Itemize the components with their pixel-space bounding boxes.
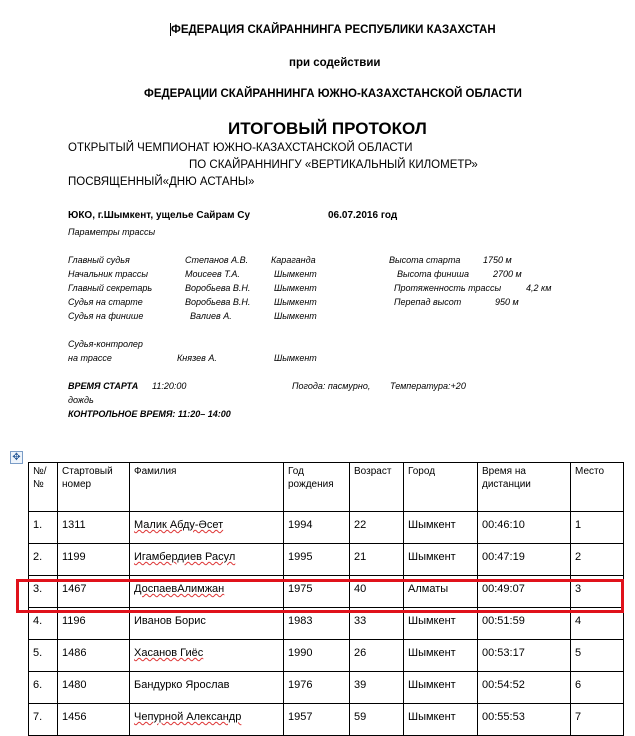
cell-num: 6. [29, 672, 58, 704]
weather: Погода: пасмурно, [292, 381, 371, 391]
controller-role-2: на трассе [68, 353, 112, 363]
cell-name: Бандурко Ярослав [130, 672, 284, 704]
cell-time: 00:46:10 [478, 512, 571, 544]
cell-bib: 1480 [58, 672, 130, 704]
header-age: Возраст [350, 463, 404, 512]
table-row [29, 672, 624, 704]
cell-num: 1. [29, 512, 58, 544]
header-city: Город [404, 463, 478, 512]
cell-name: Игамбердиев Расул [130, 544, 284, 576]
regional-federation-title: ФЕДЕРАЦИИ СКАЙРАННИНГА ЮЖНО-КАЗАХСТАНСКОЙ ОБЛАСТИ [144, 88, 522, 100]
header-bib: Стартовый номер [58, 463, 130, 512]
event-location: ЮКО, г.Шымкент, ущелье Сайрам Су [68, 210, 251, 221]
cell-name: Чепурной Александр [130, 704, 284, 736]
table-row [29, 608, 624, 640]
official-role: Начальник трассы [68, 269, 149, 279]
cell-place: 2 [571, 544, 624, 576]
start-time-label: ВРЕМЯ СТАРТА [68, 381, 139, 391]
cell-city: Алматы [404, 576, 478, 608]
track-param-value: 950 м [495, 297, 519, 307]
official-city: Шымкент [274, 283, 317, 293]
table-move-handle-icon[interactable]: ✥ [10, 451, 23, 464]
official-city: Шымкент [274, 269, 317, 279]
cell-time: 00:54:52 [478, 672, 571, 704]
track-param-value: 4,2 км [526, 283, 552, 293]
cell-time: 00:49:07 [478, 576, 571, 608]
cell-city: Шымкент [404, 512, 478, 544]
cell-name: Малик Абду-Əсет [130, 512, 284, 544]
federation-title: ФЕДЕРАЦИЯ СКАЙРАННИНГА РЕСПУБЛИКИ КАЗАХСТАН [171, 24, 496, 36]
cell-time: 00:53:17 [478, 640, 571, 672]
cell-age: 22 [350, 512, 404, 544]
cell-place: 5 [571, 640, 624, 672]
cell-year: 1975 [284, 576, 350, 608]
cell-year: 1983 [284, 608, 350, 640]
official-role: Главный секретарь [68, 283, 153, 293]
header-place: Место [571, 463, 624, 512]
cell-age: 59 [350, 704, 404, 736]
cell-name: Иванов Борис [130, 608, 284, 640]
track-param-label: Перепад высот [394, 297, 462, 307]
table-row-highlighted [29, 576, 624, 608]
table-header-row [29, 463, 624, 512]
cell-year: 1976 [284, 672, 350, 704]
cell-place: 4 [571, 608, 624, 640]
cell-city: Шымкент [404, 544, 478, 576]
with-support-text: при содействии [289, 57, 381, 69]
official-name: Воробьева В.Н. [185, 297, 251, 307]
cell-age: 40 [350, 576, 404, 608]
cell-time: 00:51:59 [478, 608, 571, 640]
cell-bib: 1311 [58, 512, 130, 544]
cell-num: 7. [29, 704, 58, 736]
controller-role: Судья-контролер [68, 339, 143, 349]
cell-place: 6 [571, 672, 624, 704]
official-role: Судья на старте [68, 297, 143, 307]
cell-bib: 1456 [58, 704, 130, 736]
controller-city: Шымкент [274, 353, 317, 363]
cell-place: 3 [571, 576, 624, 608]
cell-bib: 1196 [58, 608, 130, 640]
cell-year: 1994 [284, 512, 350, 544]
official-name: Воробьева В.Н. [185, 283, 251, 293]
official-city: Шымкент [274, 297, 317, 307]
discipline-line: ПО СКАЙРАННИНГУ «ВЕРТИКАЛЬНЫЙ КИЛОМЕТР» [189, 159, 478, 171]
cell-bib: 1486 [58, 640, 130, 672]
cell-year: 1995 [284, 544, 350, 576]
cell-num: 4. [29, 608, 58, 640]
cell-city: Шымкент [404, 608, 478, 640]
official-city: Караганда [271, 255, 316, 265]
cell-bib: 1467 [58, 576, 130, 608]
cell-num: 2. [29, 544, 58, 576]
start-time: 11:20:00 [152, 381, 187, 391]
championship-line: ОТКРЫТЫЙ ЧЕМПИОНАТ ЮЖНО-КАЗАХСТАНСКОЙ ОБЛАСТИ [68, 142, 413, 154]
control-time: КОНТРОЛЬНОЕ ВРЕМЯ: 11:20– 14:00 [68, 409, 231, 419]
cell-age: 39 [350, 672, 404, 704]
cell-year: 1990 [284, 640, 350, 672]
track-params-label: Параметры трассы [68, 227, 156, 237]
cell-city: Шымкент [404, 672, 478, 704]
cell-time: 00:55:53 [478, 704, 571, 736]
cell-name: ДоспаевАлимжан [130, 576, 284, 608]
cell-name: Хасанов Гиёс [130, 640, 284, 672]
cell-age: 33 [350, 608, 404, 640]
weather-continued: дождь [68, 395, 94, 405]
cell-city: Шымкент [404, 704, 478, 736]
dedication-line: ПОСВЯЩЕННЫЙ«ДНЮ АСТАНЫ» [68, 176, 255, 188]
cell-num: 3. [29, 576, 58, 608]
track-param-label: Высота старта [389, 255, 461, 265]
table-row [29, 544, 624, 576]
track-param-value: 2700 м [493, 269, 522, 279]
header-name: Фамилия [130, 463, 284, 512]
cell-age: 21 [350, 544, 404, 576]
results-table [28, 462, 624, 736]
header-time: Время на дистанции [478, 463, 571, 512]
cell-place: 7 [571, 704, 624, 736]
temperature: Температура:+20 [390, 381, 466, 391]
cell-place: 1 [571, 512, 624, 544]
cell-bib: 1199 [58, 544, 130, 576]
event-date: 06.07.2016 год [328, 210, 398, 221]
header-year: Год рождения [284, 463, 350, 512]
official-role: Главный судья [68, 255, 130, 265]
track-param-label: Высота финиша [397, 269, 469, 279]
official-name: Степанов А.В. [185, 255, 249, 265]
cell-city: Шымкент [404, 640, 478, 672]
track-param-label: Протяженность трассы [394, 283, 502, 293]
official-city: Шымкент [274, 311, 317, 321]
official-name: Валиев А. [190, 311, 232, 321]
table-row [29, 704, 624, 736]
table-row [29, 512, 624, 544]
cell-year: 1957 [284, 704, 350, 736]
cell-age: 26 [350, 640, 404, 672]
document-title: ИТОГОВЫЙ ПРОТОКОЛ [228, 119, 427, 138]
official-role: Судья на финише [68, 311, 144, 321]
track-param-value: 1750 м [483, 255, 512, 265]
controller-name: Князев А. [177, 353, 217, 363]
cell-time: 00:47:19 [478, 544, 571, 576]
official-name: Моисеев Т.А. [185, 269, 240, 279]
table-row [29, 640, 624, 672]
cell-num: 5. [29, 640, 58, 672]
header-num: №/ № [29, 463, 58, 512]
